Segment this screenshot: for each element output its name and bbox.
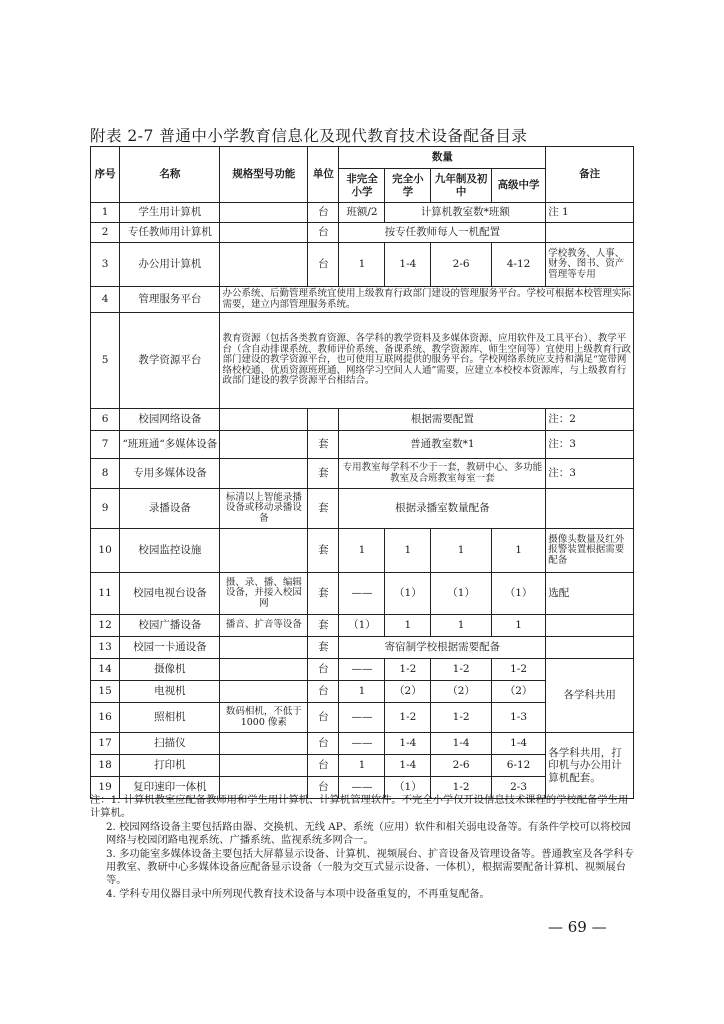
row-q4: （1） <box>491 573 545 615</box>
row-q2: 1-2 <box>385 659 431 681</box>
row-unit: 台 <box>308 203 339 223</box>
row-q4: 4-12 <box>491 243 545 287</box>
row-spec <box>220 459 308 489</box>
row-unit: 套 <box>308 615 339 637</box>
row-name: 电视机 <box>120 681 220 703</box>
row-note <box>546 223 634 243</box>
table-row <box>91 203 634 223</box>
row-no: 17 <box>91 733 120 755</box>
row-q2: （2） <box>385 681 431 703</box>
row-unit: 套 <box>308 529 339 573</box>
row-q3: 2-6 <box>431 755 492 777</box>
row-unit: 台 <box>308 681 339 703</box>
row-q1: 1 <box>339 681 385 703</box>
row-no: 10 <box>91 529 120 573</box>
row-name: 复印速印一体机 <box>120 777 220 799</box>
row-spec <box>220 431 308 459</box>
row-no: 3 <box>91 243 120 287</box>
row-no: 7 <box>91 431 120 459</box>
row-no: 9 <box>91 489 120 529</box>
row-note <box>546 615 634 637</box>
row-no: 2 <box>91 223 120 243</box>
row-merged: 按专任教师每人一机配置 <box>339 223 546 243</box>
table-row <box>91 409 634 431</box>
row-q1: （1） <box>339 615 385 637</box>
row-spec <box>220 659 308 681</box>
footnote-1: 注：1. 计算机教室应配备教师用和学生用计算机、计算机管理软件。不完全小学仅开设信息技术课程的学校配备学生用计算机。 <box>90 794 629 820</box>
row-q3: 1-2 <box>431 703 492 733</box>
row-q2: 1 <box>385 615 431 637</box>
row-name: 教学资源平台 <box>120 313 220 409</box>
row-unit: 套 <box>308 573 339 615</box>
row-spec <box>220 733 308 755</box>
row-spec <box>220 223 308 243</box>
row-q4: 1-3 <box>491 703 545 733</box>
row-q4: （2） <box>491 681 545 703</box>
row-q2: 1-4 <box>385 243 431 287</box>
row-note: 选配 <box>546 573 634 615</box>
row-text: 办公系统、后勤管理系统宜使用上级教育行政部门建设的管理服务平台。学校可根据本校管理实际需要，建立内部管理服务系统。 <box>220 287 634 313</box>
row-note: 注 1 <box>546 203 634 223</box>
table-row <box>91 459 634 489</box>
row-note <box>546 637 634 659</box>
row-name: 校园广播设备 <box>120 615 220 637</box>
row-name: 办公用计算机 <box>120 243 220 287</box>
header-q4: 高级中学 <box>491 169 545 203</box>
table-row <box>91 313 634 409</box>
row-no: 8 <box>91 459 120 489</box>
shared-note-17-19: 各学科共用，打印机与办公用计算机配套。 <box>546 733 634 799</box>
row-name: 校园网络设备 <box>120 409 220 431</box>
row-q4: 1-4 <box>491 733 545 755</box>
row-no: 18 <box>91 755 120 777</box>
row-unit: 套 <box>308 431 339 459</box>
row-spec: 标清以上智能录播设备或移动录播设备 <box>220 489 308 529</box>
row-note <box>546 489 634 529</box>
row-q3: 1 <box>431 529 492 573</box>
row-unit: 台 <box>308 755 339 777</box>
row-q1: 1 <box>339 529 385 573</box>
row-note: 注：2 <box>546 409 634 431</box>
row-name: 摄像机 <box>120 659 220 681</box>
row-q3: 1-2 <box>431 777 492 799</box>
table-row <box>91 615 634 637</box>
row-q3: 1-2 <box>431 659 492 681</box>
row-no: 4 <box>91 287 120 313</box>
row-q2: 1 <box>385 529 431 573</box>
table-row <box>91 287 634 313</box>
row-q3: 2-6 <box>431 243 492 287</box>
header-q3: 九年制及初中 <box>431 169 492 203</box>
row-unit: 套 <box>308 459 339 489</box>
header-name: 名称 <box>120 147 220 203</box>
row-q4: 1-2 <box>491 659 545 681</box>
row-no: 11 <box>91 573 120 615</box>
row-name: 照相机 <box>120 703 220 733</box>
row-name: 扫描仪 <box>120 733 220 755</box>
row-q2: 1-2 <box>385 703 431 733</box>
row-spec <box>220 529 308 573</box>
table-row <box>91 489 634 529</box>
row-q4: 1 <box>491 615 545 637</box>
row-text: 教育资源（包括各类教育资源、各学科的教学资料及多媒体资源、应用软件及工具平台）、教学平台（含自动排课系统、教师评价系统、备课系统、教学资源库、师生空间等）宜使用上级教育行政部门建设的教学资源平台，也可使用互联网提供的服务平台。学校网络系统应支持和满足“宽带网络校校通、优质资源班班通、网络学习空间人人通”需要，应建立本校校本资源库，与上级教育行政部门建设的教学资源平台相结合。 <box>220 313 634 409</box>
footnotes <box>90 794 634 901</box>
table-row <box>91 637 634 659</box>
row-q3: （2） <box>431 681 492 703</box>
row-q1: —— <box>339 703 385 733</box>
row-no: 1 <box>91 203 120 223</box>
row-spec <box>220 681 308 703</box>
row-name: 专用多媒体设备 <box>120 459 220 489</box>
row-no: 13 <box>91 637 120 659</box>
row-unit: 台 <box>308 733 339 755</box>
table-row <box>91 733 634 755</box>
row-name: 校园监控设施 <box>120 529 220 573</box>
table-row <box>91 659 634 681</box>
row-no: 16 <box>91 703 120 733</box>
row-q4: 2-3 <box>491 777 545 799</box>
row-spec: 数码相机，不低于 1000 像素 <box>220 703 308 733</box>
row-spec <box>220 243 308 287</box>
row-unit: 套 <box>308 637 339 659</box>
page-number: — 69 — <box>548 918 607 936</box>
row-no: 12 <box>91 615 120 637</box>
row-name: 专任教师用计算机 <box>120 223 220 243</box>
row-q3: 1 <box>431 615 492 637</box>
row-merged: 普通教室数*1 <box>339 431 546 459</box>
row-note: 摄像头数量及红外报警装置根据需要配备 <box>546 529 634 573</box>
table-row <box>91 431 634 459</box>
row-unit: 台 <box>308 777 339 799</box>
row-name: 学生用计算机 <box>120 203 220 223</box>
equipment-table <box>90 146 634 799</box>
row-q1: —— <box>339 777 385 799</box>
row-spec <box>220 755 308 777</box>
row-unit: 台 <box>308 243 339 287</box>
row-name: 打印机 <box>120 755 220 777</box>
row-merged: 专用教室每学科不少于一套，教研中心、多功能教室及合班教室每室一套 <box>339 459 546 489</box>
row-name: 校园电视台设备 <box>120 573 220 615</box>
row-note: 学校教务、人事、财务、图书、资产管理等专用 <box>546 243 634 287</box>
row-unit: 台 <box>308 703 339 733</box>
row-unit: 套 <box>308 489 339 529</box>
row-q3: （1） <box>431 573 492 615</box>
row-no: 15 <box>91 681 120 703</box>
row-spec <box>220 203 308 223</box>
header-q2: 完全小学 <box>385 169 431 203</box>
header-q1: 非完全小学 <box>339 169 385 203</box>
header-no: 序号 <box>91 147 120 203</box>
row-spec: 摄、录、播、编辑设备，并接入校园网 <box>220 573 308 615</box>
header-qty: 数量 <box>339 147 546 169</box>
row-q2: 1-4 <box>385 755 431 777</box>
row-q1: —— <box>339 573 385 615</box>
header-unit: 单位 <box>308 147 339 203</box>
row-note: 注：3 <box>546 431 634 459</box>
shared-note-14-16: 各学科共用 <box>546 659 634 733</box>
row-spec <box>220 637 308 659</box>
table-row <box>91 243 634 287</box>
row-q3: 1-4 <box>431 733 492 755</box>
row-q1: 班额/2 <box>339 203 385 223</box>
table-row <box>91 529 634 573</box>
row-q1: 1 <box>339 755 385 777</box>
row-name: 录播设备 <box>120 489 220 529</box>
row-merged: 寄宿制学校根据需要配备 <box>339 637 546 659</box>
row-q1: —— <box>339 659 385 681</box>
row-no: 6 <box>91 409 120 431</box>
row-spec <box>220 409 308 431</box>
row-q4: 1 <box>491 529 545 573</box>
footnote-3: 3. 多功能室多媒体设备主要包括大屏幕显示设备、计算机、视频展台、扩音设备及管理设备等。普通教室及各学科专用教室、教研中心多媒体设备应配备显示设备（一般为交互式显示设备、一体机），根据需要配备计算机、视频展台等。 <box>106 847 634 887</box>
header-spec: 规格型号功能 <box>220 147 308 203</box>
footnote-2: 2. 校园网络设备主要包括路由器、交换机、无线 AP、系统（应用）软件和相关弱电设备等。有条件学校可以将校园网络与校园闭路电视系统、广播系统、监视系统多网合一。 <box>106 820 631 847</box>
row-merged: 根据录播室数量配备 <box>339 489 546 529</box>
row-unit: 台 <box>308 659 339 681</box>
row-no: 19 <box>91 777 120 799</box>
table-row <box>91 223 634 243</box>
row-name: “班班通“多媒体设备 <box>120 431 220 459</box>
footnote-4: 4. 学科专用仪器目录中所列现代教育技术设备与本项中设备重复的，不再重复配备。 <box>106 887 490 900</box>
row-merged: 根据需要配置 <box>339 409 546 431</box>
row-unit <box>308 409 339 431</box>
row-q2: （1） <box>385 573 431 615</box>
row-q4: 6-12 <box>491 755 545 777</box>
table-title: 附表 2-7 普通中小学教育信息化及现代教育技术设备配备目录 <box>90 127 528 145</box>
row-q2: 1-4 <box>385 733 431 755</box>
row-note: 注：3 <box>546 459 634 489</box>
row-unit: 台 <box>308 223 339 243</box>
row-name: 管理服务平台 <box>120 287 220 313</box>
row-no: 14 <box>91 659 120 681</box>
row-name: 校园一卡通设备 <box>120 637 220 659</box>
row-q1: 1 <box>339 243 385 287</box>
row-spec: 播音、扩音等设备 <box>220 615 308 637</box>
header-note: 备注 <box>546 147 634 203</box>
row-q2: （1） <box>385 777 431 799</box>
table-row <box>91 573 634 615</box>
row-merged: 计算机教室数*班额 <box>385 203 546 223</box>
row-q1: —— <box>339 733 385 755</box>
row-no: 5 <box>91 313 120 409</box>
